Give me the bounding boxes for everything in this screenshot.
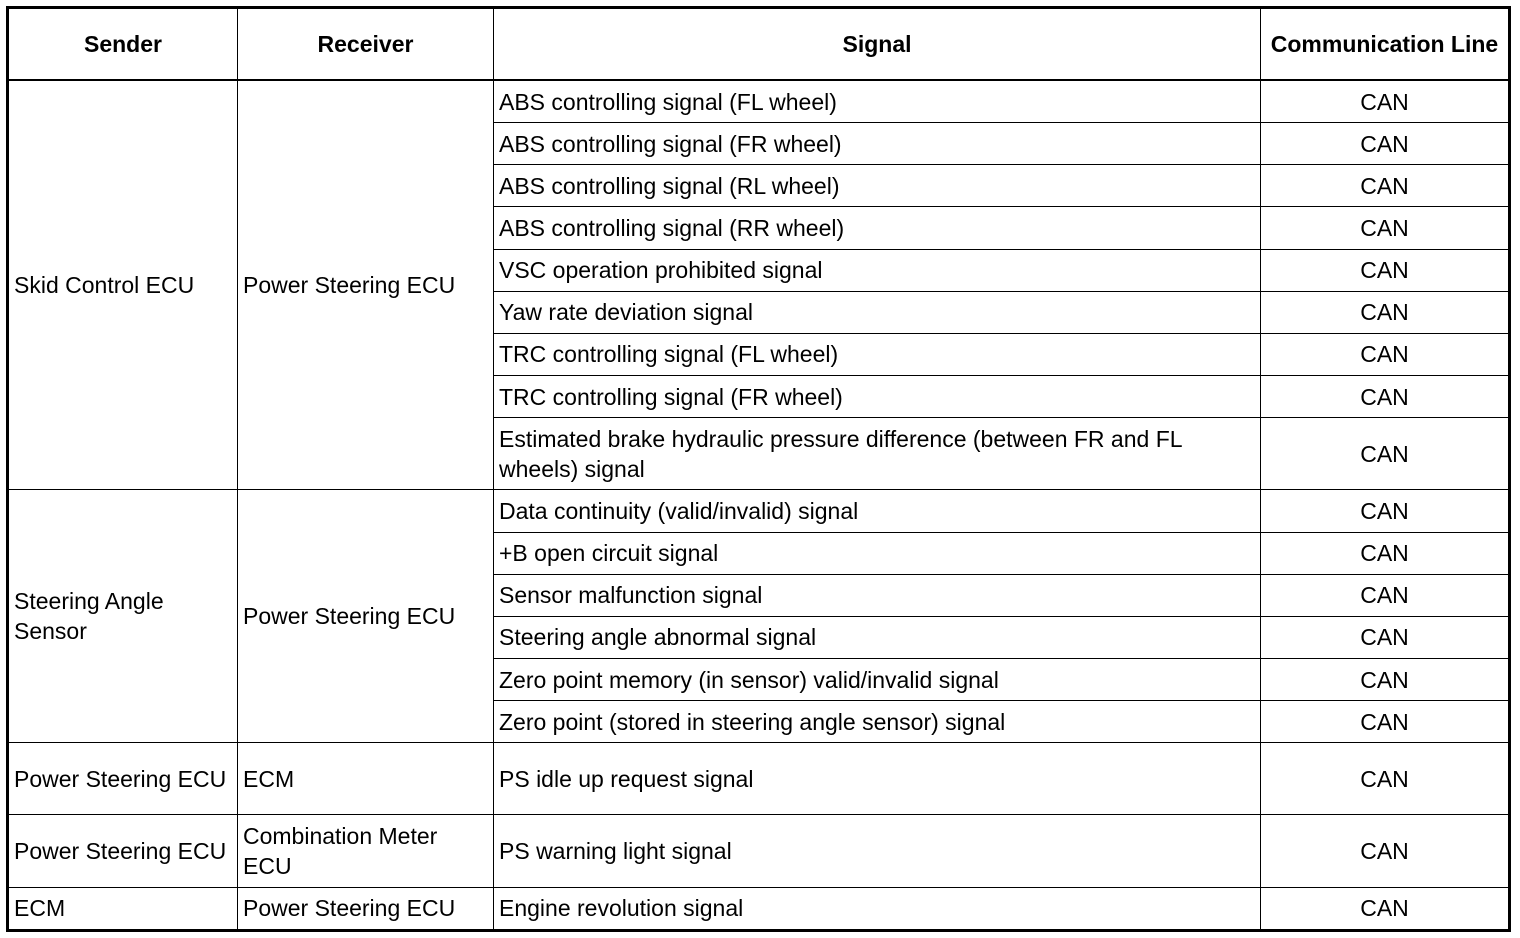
signal-cell: ABS controlling signal (RL wheel) [494, 165, 1261, 207]
signal-cell: TRC controlling signal (FL wheel) [494, 333, 1261, 375]
communication-line-cell: CAN [1261, 291, 1510, 333]
communication-line-cell: CAN [1261, 490, 1510, 532]
communication-table [6, 6, 1511, 932]
signal-cell: TRC controlling signal (FR wheel) [494, 375, 1261, 417]
signal-cell: Engine revolution signal [494, 887, 1261, 930]
sender-cell: Steering Angle Sensor [8, 490, 238, 743]
receiver-cell: Combination Meter ECU [238, 815, 494, 887]
sender-cell: ECM [8, 887, 238, 930]
table-row [8, 887, 1510, 930]
header-communication-line: Communication Line [1261, 8, 1510, 81]
sender-cell: Skid Control ECU [8, 80, 238, 490]
receiver-cell: Power Steering ECU [238, 80, 494, 490]
communication-line-cell: CAN [1261, 249, 1510, 291]
header-row [8, 8, 1510, 81]
communication-line-cell: CAN [1261, 333, 1510, 375]
signal-cell: Sensor malfunction signal [494, 574, 1261, 616]
signal-cell: VSC operation prohibited signal [494, 249, 1261, 291]
receiver-cell: Power Steering ECU [238, 887, 494, 930]
communication-line-cell: CAN [1261, 701, 1510, 743]
communication-line-cell: CAN [1261, 207, 1510, 249]
sender-cell: Power Steering ECU [8, 815, 238, 887]
receiver-cell: Power Steering ECU [238, 490, 494, 743]
signal-cell: ABS controlling signal (RR wheel) [494, 207, 1261, 249]
header-receiver: Receiver [238, 8, 494, 81]
signal-cell: ABS controlling signal (FL wheel) [494, 80, 1261, 123]
signal-cell: Zero point (stored in steering angle sensor) signal [494, 701, 1261, 743]
signal-cell: Zero point memory (in sensor) valid/invalid signal [494, 658, 1261, 700]
signal-cell: Yaw rate deviation signal [494, 291, 1261, 333]
header-sender: Sender [8, 8, 238, 81]
communication-line-cell: CAN [1261, 80, 1510, 123]
signal-cell: PS warning light signal [494, 815, 1261, 887]
signal-cell: +B open circuit signal [494, 532, 1261, 574]
table-row [8, 815, 1510, 887]
header-signal: Signal [494, 8, 1261, 81]
communication-line-cell: CAN [1261, 658, 1510, 700]
table-row [8, 743, 1510, 815]
signal-cell: ABS controlling signal (FR wheel) [494, 123, 1261, 165]
signal-cell: Data continuity (valid/invalid) signal [494, 490, 1261, 532]
communication-line-cell: CAN [1261, 743, 1510, 815]
signal-cell: Steering angle abnormal signal [494, 616, 1261, 658]
table-row [8, 80, 1510, 123]
communication-line-cell: CAN [1261, 418, 1510, 490]
communication-line-cell: CAN [1261, 165, 1510, 207]
signal-cell: PS idle up request signal [494, 743, 1261, 815]
communication-line-cell: CAN [1261, 532, 1510, 574]
signal-cell: Estimated brake hydraulic pressure difference (between FR and FL wheels) signal [494, 418, 1261, 490]
table-row [8, 490, 1510, 532]
receiver-cell: ECM [238, 743, 494, 815]
communication-line-cell: CAN [1261, 574, 1510, 616]
sender-cell: Power Steering ECU [8, 743, 238, 815]
communication-line-cell: CAN [1261, 123, 1510, 165]
communication-line-cell: CAN [1261, 887, 1510, 930]
communication-line-cell: CAN [1261, 815, 1510, 887]
communication-line-cell: CAN [1261, 375, 1510, 417]
communication-line-cell: CAN [1261, 616, 1510, 658]
